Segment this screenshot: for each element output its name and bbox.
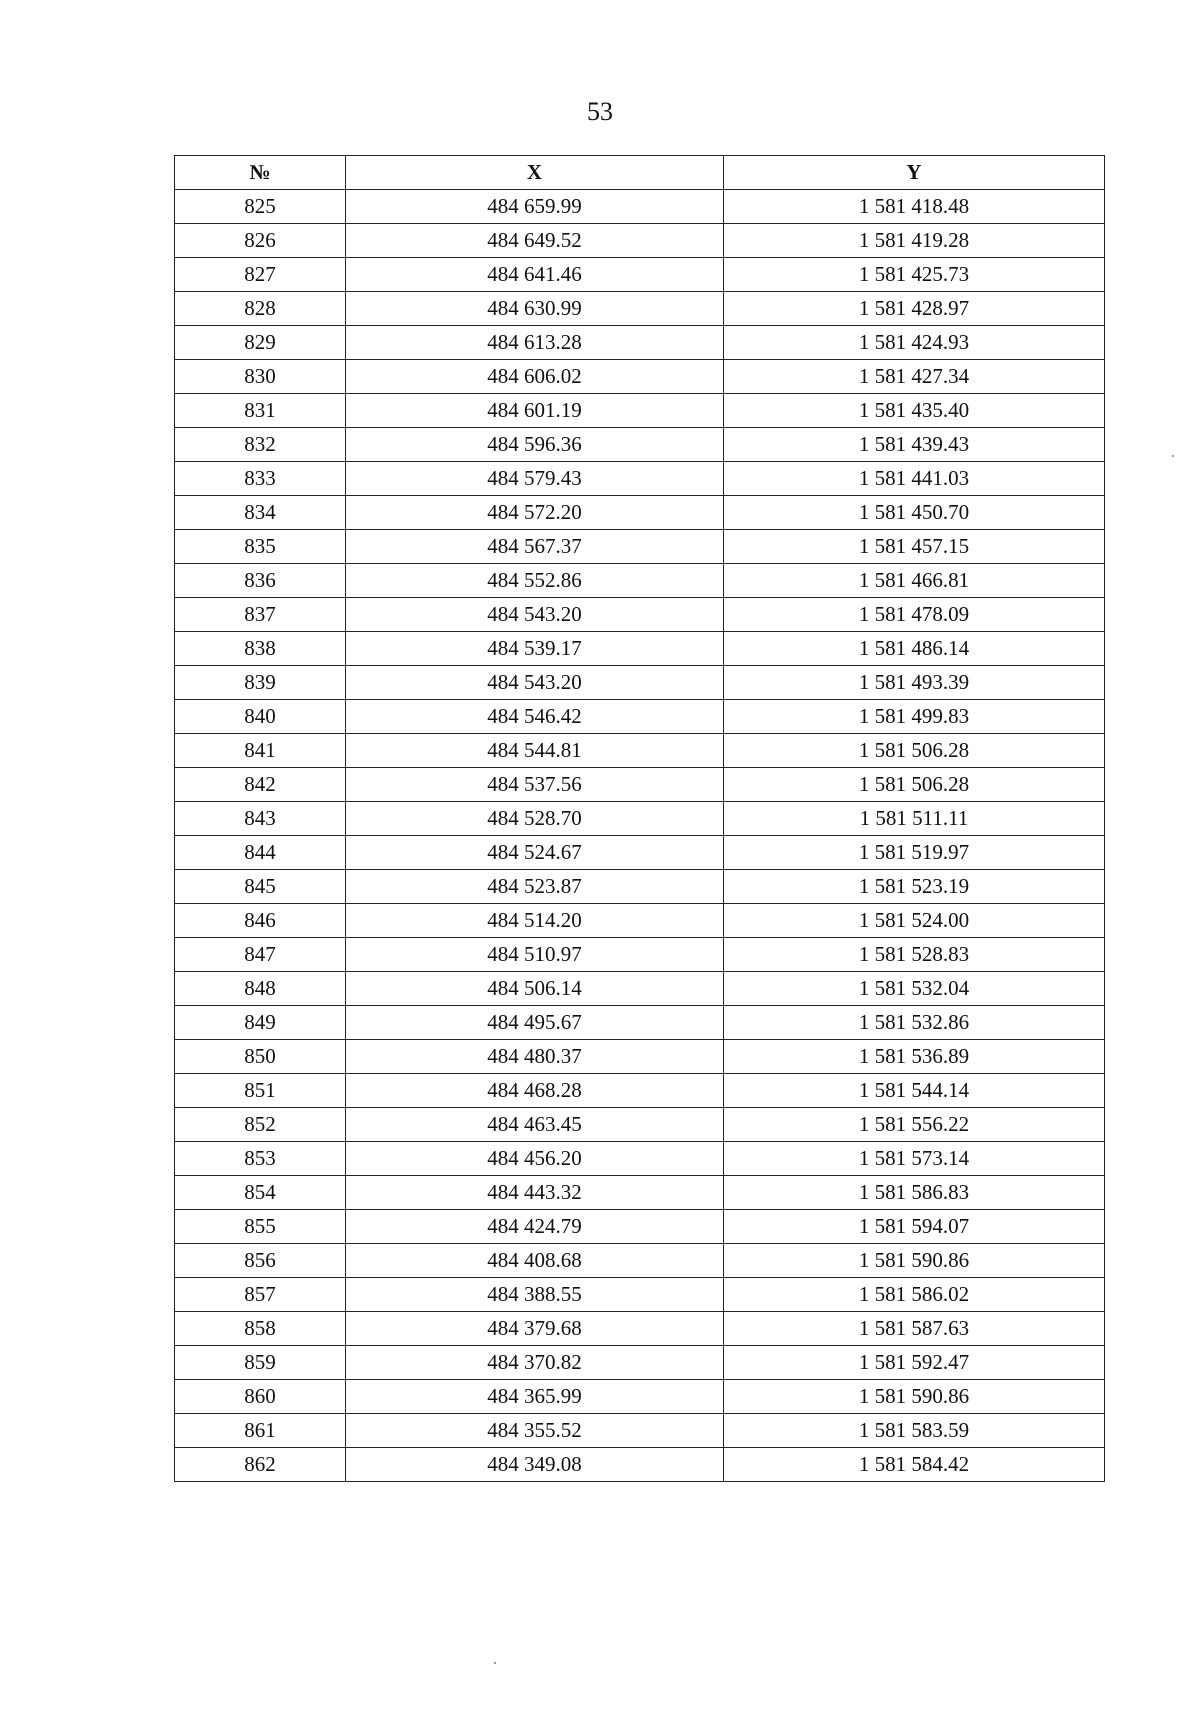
table-row [175,1040,1105,1074]
y-coordinate-cell: 1 581 536.89 [724,1040,1105,1074]
x-coordinate-cell: 484 480.37 [346,1040,724,1074]
x-coordinate-cell: 484 546.42 [346,700,724,734]
table-row [175,1210,1105,1244]
coordinates-table [174,155,1105,1482]
page-number: 53 [587,97,613,126]
row-number-cell: 860 [175,1380,346,1414]
x-coordinate-cell: 484 379.68 [346,1312,724,1346]
y-coordinate-cell: 1 581 425.73 [724,258,1105,292]
table-row [175,1006,1105,1040]
row-number-cell: 850 [175,1040,346,1074]
table-row [175,836,1105,870]
x-coordinate-cell: 484 544.81 [346,734,724,768]
row-number-cell: 829 [175,326,346,360]
row-number-cell: 851 [175,1074,346,1108]
x-coordinate-cell: 484 506.14 [346,972,724,1006]
row-number-cell: 857 [175,1278,346,1312]
table-row [175,1244,1105,1278]
y-coordinate-cell: 1 581 441.03 [724,462,1105,496]
table-row [175,224,1105,258]
row-number-cell: 832 [175,428,346,462]
table-row [175,734,1105,768]
y-coordinate-cell: 1 581 450.70 [724,496,1105,530]
table-row [175,972,1105,1006]
table-row [175,326,1105,360]
x-coordinate-cell: 484 468.28 [346,1074,724,1108]
table-row [175,1176,1105,1210]
row-number-cell: 843 [175,802,346,836]
table-row [175,598,1105,632]
row-number-cell: 862 [175,1448,346,1482]
x-coordinate-cell: 484 539.17 [346,632,724,666]
y-coordinate-cell: 1 581 594.07 [724,1210,1105,1244]
x-coordinate-cell: 484 514.20 [346,904,724,938]
row-number-cell: 852 [175,1108,346,1142]
row-number-cell: 861 [175,1414,346,1448]
x-coordinate-cell: 484 579.43 [346,462,724,496]
row-number-cell: 828 [175,292,346,326]
x-coordinate-cell: 484 659.99 [346,190,724,224]
header-y: Y [724,156,1105,190]
row-number-cell: 856 [175,1244,346,1278]
table-row [175,1414,1105,1448]
y-coordinate-cell: 1 581 493.39 [724,666,1105,700]
x-coordinate-cell: 484 510.97 [346,938,724,972]
row-number-cell: 845 [175,870,346,904]
table-row [175,1380,1105,1414]
x-coordinate-cell: 484 537.56 [346,768,724,802]
table-row [175,904,1105,938]
y-coordinate-cell: 1 581 478.09 [724,598,1105,632]
x-coordinate-cell: 484 424.79 [346,1210,724,1244]
table-row [175,1142,1105,1176]
table-row [175,496,1105,530]
y-coordinate-cell: 1 581 511.11 [724,802,1105,836]
y-coordinate-cell: 1 581 486.14 [724,632,1105,666]
y-coordinate-cell: 1 581 457.15 [724,530,1105,564]
y-coordinate-cell: 1 581 544.14 [724,1074,1105,1108]
row-number-cell: 830 [175,360,346,394]
x-coordinate-cell: 484 495.67 [346,1006,724,1040]
y-coordinate-cell: 1 581 523.19 [724,870,1105,904]
y-coordinate-cell: 1 581 528.83 [724,938,1105,972]
table-row [175,666,1105,700]
x-coordinate-cell: 484 543.20 [346,598,724,632]
x-coordinate-cell: 484 456.20 [346,1142,724,1176]
row-number-cell: 827 [175,258,346,292]
x-coordinate-cell: 484 443.32 [346,1176,724,1210]
table-row [175,190,1105,224]
row-number-cell: 837 [175,598,346,632]
table-row [175,1278,1105,1312]
row-number-cell: 835 [175,530,346,564]
x-coordinate-cell: 484 543.20 [346,666,724,700]
row-number-cell: 846 [175,904,346,938]
x-coordinate-cell: 484 649.52 [346,224,724,258]
y-coordinate-cell: 1 581 532.04 [724,972,1105,1006]
table-row [175,1108,1105,1142]
x-coordinate-cell: 484 606.02 [346,360,724,394]
table-row [175,632,1105,666]
table-row [175,938,1105,972]
row-number-cell: 848 [175,972,346,1006]
x-coordinate-cell: 484 408.68 [346,1244,724,1278]
table-row [175,530,1105,564]
y-coordinate-cell: 1 581 524.00 [724,904,1105,938]
y-coordinate-cell: 1 581 532.86 [724,1006,1105,1040]
x-coordinate-cell: 484 370.82 [346,1346,724,1380]
y-coordinate-cell: 1 581 499.83 [724,700,1105,734]
x-coordinate-cell: 484 641.46 [346,258,724,292]
table-row [175,700,1105,734]
x-coordinate-cell: 484 524.67 [346,836,724,870]
y-coordinate-cell: 1 581 519.97 [724,836,1105,870]
y-coordinate-cell: 1 581 586.02 [724,1278,1105,1312]
y-coordinate-cell: 1 581 439.43 [724,428,1105,462]
row-number-cell: 847 [175,938,346,972]
row-number-cell: 844 [175,836,346,870]
y-coordinate-cell: 1 581 587.63 [724,1312,1105,1346]
y-coordinate-cell: 1 581 583.59 [724,1414,1105,1448]
row-number-cell: 826 [175,224,346,258]
table-row [175,1346,1105,1380]
table-row [175,768,1105,802]
table-row [175,292,1105,326]
header-x: X [346,156,724,190]
x-coordinate-cell: 484 601.19 [346,394,724,428]
y-coordinate-cell: 1 581 590.86 [724,1244,1105,1278]
table-body [175,190,1105,1482]
y-coordinate-cell: 1 581 506.28 [724,734,1105,768]
row-number-cell: 840 [175,700,346,734]
table-row [175,360,1105,394]
x-coordinate-cell: 484 388.55 [346,1278,724,1312]
row-number-cell: 838 [175,632,346,666]
y-coordinate-cell: 1 581 418.48 [724,190,1105,224]
table-row [175,802,1105,836]
table-row [175,1312,1105,1346]
y-coordinate-cell: 1 581 556.22 [724,1108,1105,1142]
scan-speck [494,1662,496,1664]
row-number-cell: 842 [175,768,346,802]
table-row [175,870,1105,904]
y-coordinate-cell: 1 581 586.83 [724,1176,1105,1210]
x-coordinate-cell: 484 349.08 [346,1448,724,1482]
row-number-cell: 858 [175,1312,346,1346]
row-number-cell: 836 [175,564,346,598]
y-coordinate-cell: 1 581 592.47 [724,1346,1105,1380]
y-coordinate-cell: 1 581 590.86 [724,1380,1105,1414]
row-number-cell: 839 [175,666,346,700]
x-coordinate-cell: 484 463.45 [346,1108,724,1142]
table-row [175,1448,1105,1482]
row-number-cell: 833 [175,462,346,496]
row-number-cell: 841 [175,734,346,768]
table-row [175,1074,1105,1108]
row-number-cell: 849 [175,1006,346,1040]
row-number-cell: 834 [175,496,346,530]
y-coordinate-cell: 1 581 584.42 [724,1448,1105,1482]
y-coordinate-cell: 1 581 435.40 [724,394,1105,428]
x-coordinate-cell: 484 630.99 [346,292,724,326]
table-header-row [175,156,1105,190]
y-coordinate-cell: 1 581 466.81 [724,564,1105,598]
x-coordinate-cell: 484 552.86 [346,564,724,598]
row-number-cell: 859 [175,1346,346,1380]
row-number-cell: 853 [175,1142,346,1176]
row-number-cell: 855 [175,1210,346,1244]
row-number-cell: 825 [175,190,346,224]
y-coordinate-cell: 1 581 427.34 [724,360,1105,394]
x-coordinate-cell: 484 523.87 [346,870,724,904]
row-number-cell: 831 [175,394,346,428]
y-coordinate-cell: 1 581 424.93 [724,326,1105,360]
table-row [175,564,1105,598]
scan-speck [1172,455,1174,457]
table-row [175,394,1105,428]
x-coordinate-cell: 484 613.28 [346,326,724,360]
x-coordinate-cell: 484 596.36 [346,428,724,462]
x-coordinate-cell: 484 528.70 [346,802,724,836]
x-coordinate-cell: 484 572.20 [346,496,724,530]
x-coordinate-cell: 484 355.52 [346,1414,724,1448]
table-row [175,258,1105,292]
row-number-cell: 854 [175,1176,346,1210]
y-coordinate-cell: 1 581 506.28 [724,768,1105,802]
y-coordinate-cell: 1 581 419.28 [724,224,1105,258]
table-row [175,428,1105,462]
table-row [175,462,1105,496]
y-coordinate-cell: 1 581 428.97 [724,292,1105,326]
y-coordinate-cell: 1 581 573.14 [724,1142,1105,1176]
header-number: № [175,156,346,190]
x-coordinate-cell: 484 567.37 [346,530,724,564]
x-coordinate-cell: 484 365.99 [346,1380,724,1414]
